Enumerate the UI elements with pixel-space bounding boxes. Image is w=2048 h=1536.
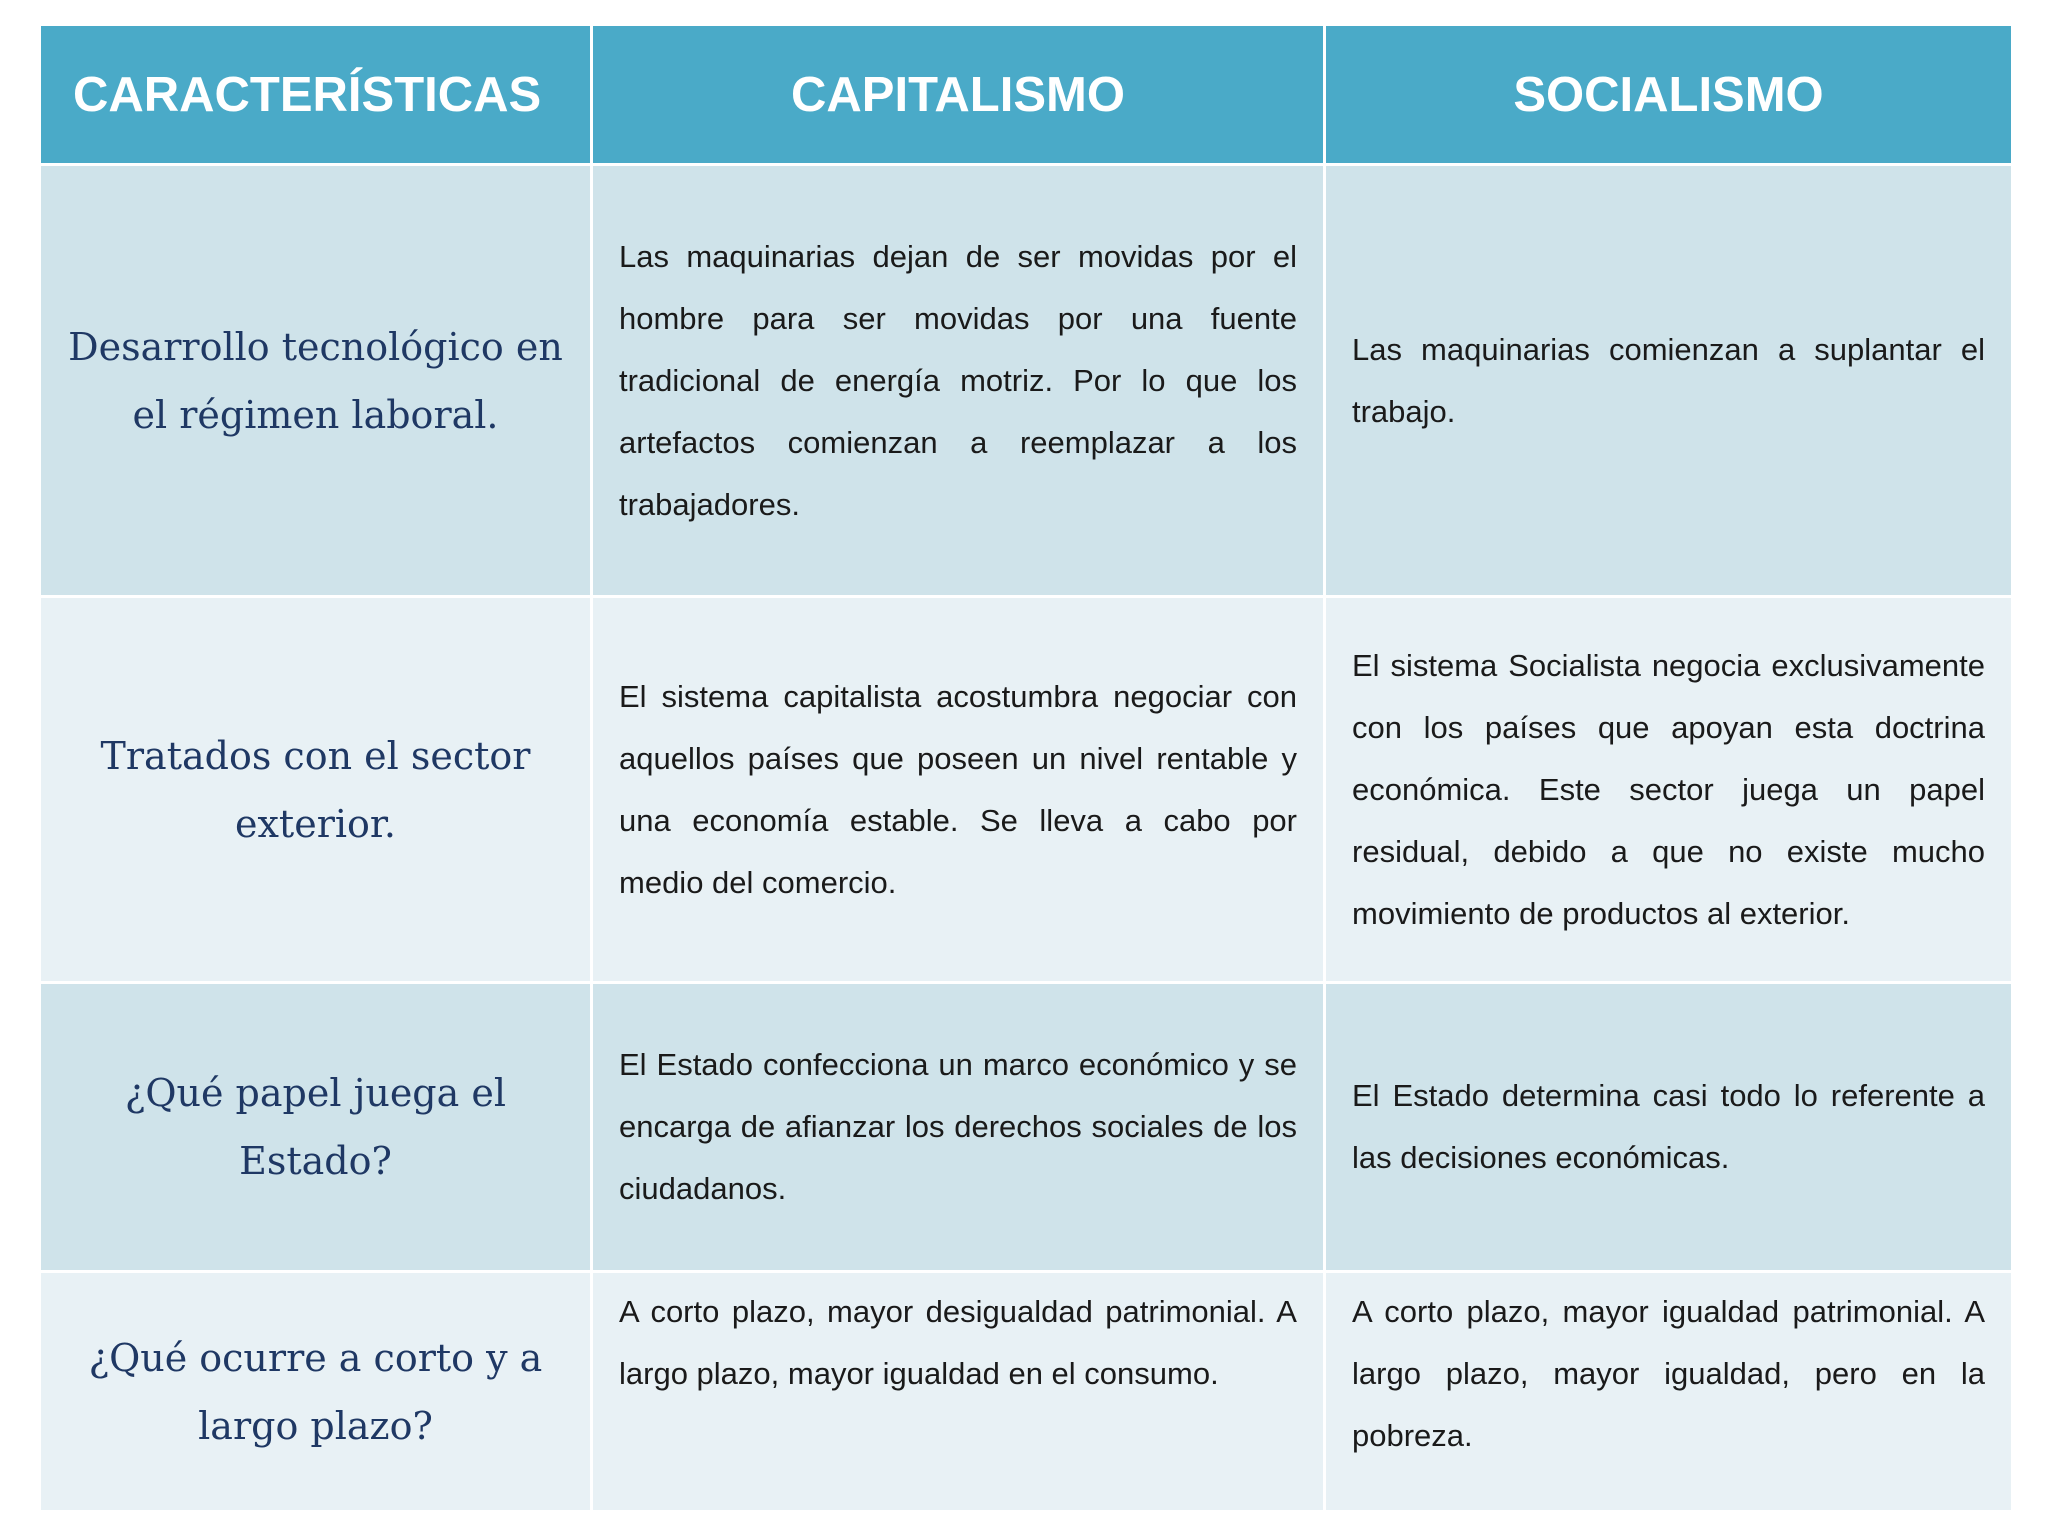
capitalismo-cell: Las maquinarias dejan de ser movidas por el hombre para ser movidas por una fuente tradicional de energía motriz. Por lo que los artefactos comienzan a reemplazar a los trabajadores. xyxy=(593,166,1326,598)
comparison-table xyxy=(41,26,2011,1513)
table-row xyxy=(41,1273,2011,1513)
table-row xyxy=(41,166,2011,598)
capitalismo-cell: A corto plazo, mayor desigualdad patrimonial. A largo plazo, mayor igualdad en el consumo. xyxy=(593,1273,1326,1513)
socialismo-cell: El sistema Socialista negocia exclusivamente con los países que apoyan esta doctrina económica. Este sector juega un papel residual, debido a que no existe mucho movimiento de productos al exterior. xyxy=(1326,598,2011,984)
header-caracteristicas: CARACTERÍSTICAS xyxy=(41,26,593,166)
table-row xyxy=(41,598,2011,984)
capitalismo-cell: El sistema capitalista acostumbra negociar con aquellos países que poseen un nivel rentable y una economía estable. Se lleva a cabo por medio del comercio. xyxy=(593,598,1326,984)
row-label: ¿Qué ocurre a corto y a largo plazo? xyxy=(41,1273,593,1513)
capitalismo-cell: El Estado confecciona un marco económico y se encarga de afianzar los derechos sociales de los ciudadanos. xyxy=(593,984,1326,1273)
header-socialismo: SOCIALISMO xyxy=(1326,26,2011,166)
header-capitalismo: CAPITALISMO xyxy=(593,26,1326,166)
socialismo-cell: Las maquinarias comienzan a suplantar el trabajo. xyxy=(1326,166,2011,598)
socialismo-cell: El Estado determina casi todo lo referente a las decisiones económicas. xyxy=(1326,984,2011,1273)
table-row xyxy=(41,984,2011,1273)
row-label: Tratados con el sector exterior. xyxy=(41,598,593,984)
row-label: ¿Qué papel juega el Estado? xyxy=(41,984,593,1273)
socialismo-cell: A corto plazo, mayor igualdad patrimonial. A largo plazo, mayor igualdad, pero en la pobreza. xyxy=(1326,1273,2011,1513)
header-row xyxy=(41,26,2011,166)
row-label: Desarrollo tecnológico en el régimen laboral. xyxy=(41,166,593,598)
